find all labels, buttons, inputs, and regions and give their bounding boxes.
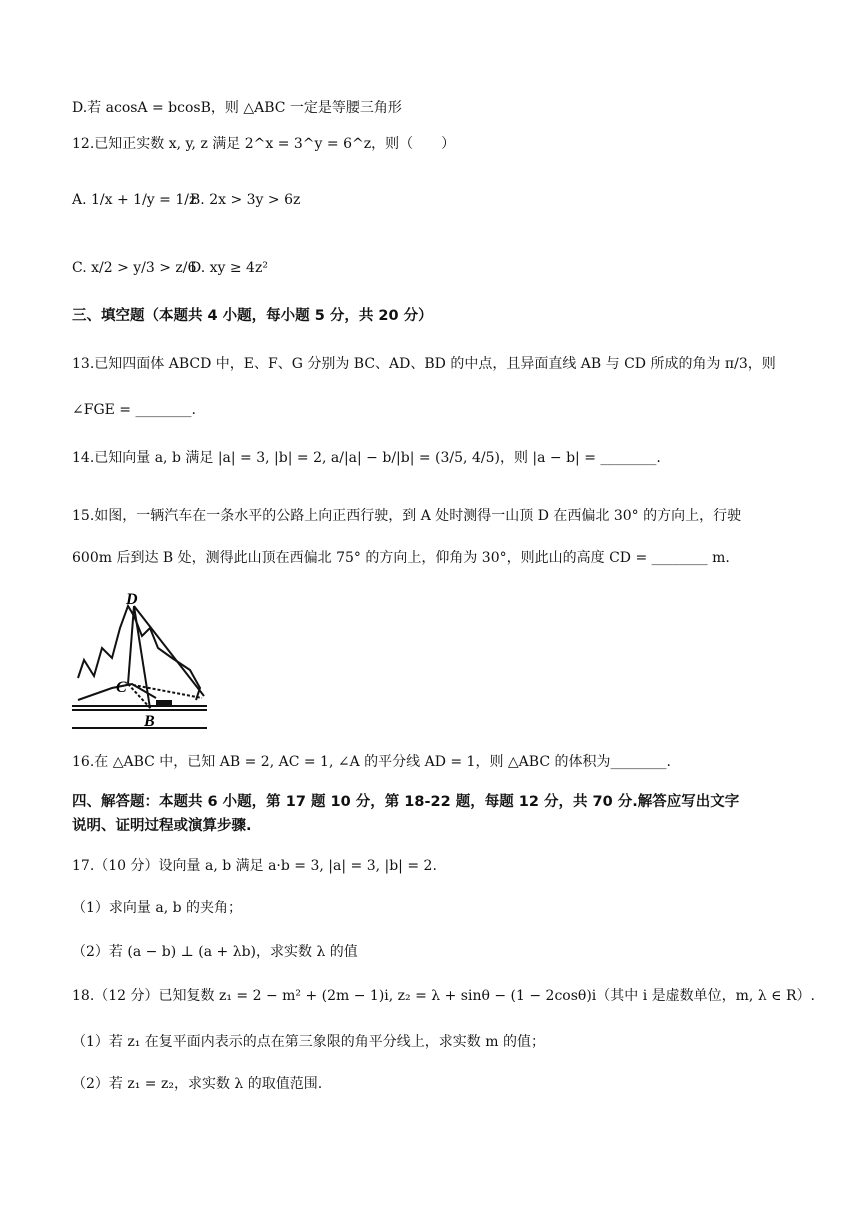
section-4-heading-line2: 说明、证明过程或演算步骤.: [72, 818, 252, 834]
q15-line2: 600m 后到达 B 处，测得此山顶在西偏北 75° 的方向上，仰角为 30°，则此山的高度 CD = ________ m.: [72, 550, 730, 566]
q12-stem: 12.已知正实数 x, y, z 满足 2^x = 3^y = 6^z，则（ ）: [72, 136, 456, 152]
q18-stem: 18.（12 分）已知复数 z₁ = 2 − m² + (2m − 1)i, z₂ = λ + sinθ − (1 − 2cosθ)i（其中 i 是虚数单位，m, λ ∈ R）.: [72, 988, 815, 1004]
q17-stem: 17.（10 分）设向量 a, b 满足 a·b = 3, |a| = 3, |b| = 2.: [72, 858, 437, 874]
figure-label-b: B: [144, 713, 155, 730]
q11-option-d: D.若 acosA = bcosB，则 △ABC 一定是等腰三角形: [72, 100, 402, 116]
q12-option-d: D. xy ≥ 4z²: [190, 260, 268, 276]
section-3-heading: 三、填空题（本题共 4 小题，每小题 5 分，共 20 分）: [72, 308, 433, 324]
q18-part1: （1）若 z₁ 在复平面内表示的点在第三象限的角平分线上，求实数 m 的值；: [72, 1034, 545, 1050]
mountain-figure: [72, 588, 207, 736]
q17-part2: （2）若 (a − b) ⊥ (a + λb)，求实数 λ 的值: [72, 944, 358, 960]
q14-text: 14.已知向量 a, b 满足 |a| = 3, |b| = 2, a/|a| − b/|b| = (3/5, 4/5)，则 |a − b| = ________.: [72, 450, 661, 466]
figure-label-d: D: [126, 591, 138, 608]
q12-option-b: B. 2x > 3y > 6z: [190, 192, 301, 208]
figure-label-c: C: [116, 679, 127, 696]
q13-line2: ∠FGE = ________.: [72, 402, 196, 418]
q12-option-a: A. 1/x + 1/y = 1/z: [72, 192, 197, 208]
section-4-heading-line1: 四、解答题：本题共 6 小题，第 17 题 10 分，第 18-22 题，每题 12 分，共 70 分.解答应写出文字: [72, 794, 740, 810]
q18-part2: （2）若 z₁ = z₂，求实数 λ 的取值范围.: [72, 1076, 323, 1092]
q12-option-c: C. x/2 > y/3 > z/6: [72, 260, 197, 276]
q16-text: 16.在 △ABC 中，已知 AB = 2, AC = 1, ∠A 的平分线 AD = 1，则 △ABC 的体积为________.: [72, 754, 671, 770]
q13-line1: 13.已知四面体 ABCD 中，E、F、G 分别为 BC、AD、BD 的中点，且异面直线 AB 与 CD 所成的角为 π/3，则: [72, 356, 776, 372]
q15-line1: 15.如图，一辆汽车在一条水平的公路上向正西行驶，到 A 处时测得一山顶 D 在西偏北 30° 的方向上，行驶: [72, 508, 742, 524]
q17-part1: （1）求向量 a, b 的夹角；: [72, 900, 243, 916]
